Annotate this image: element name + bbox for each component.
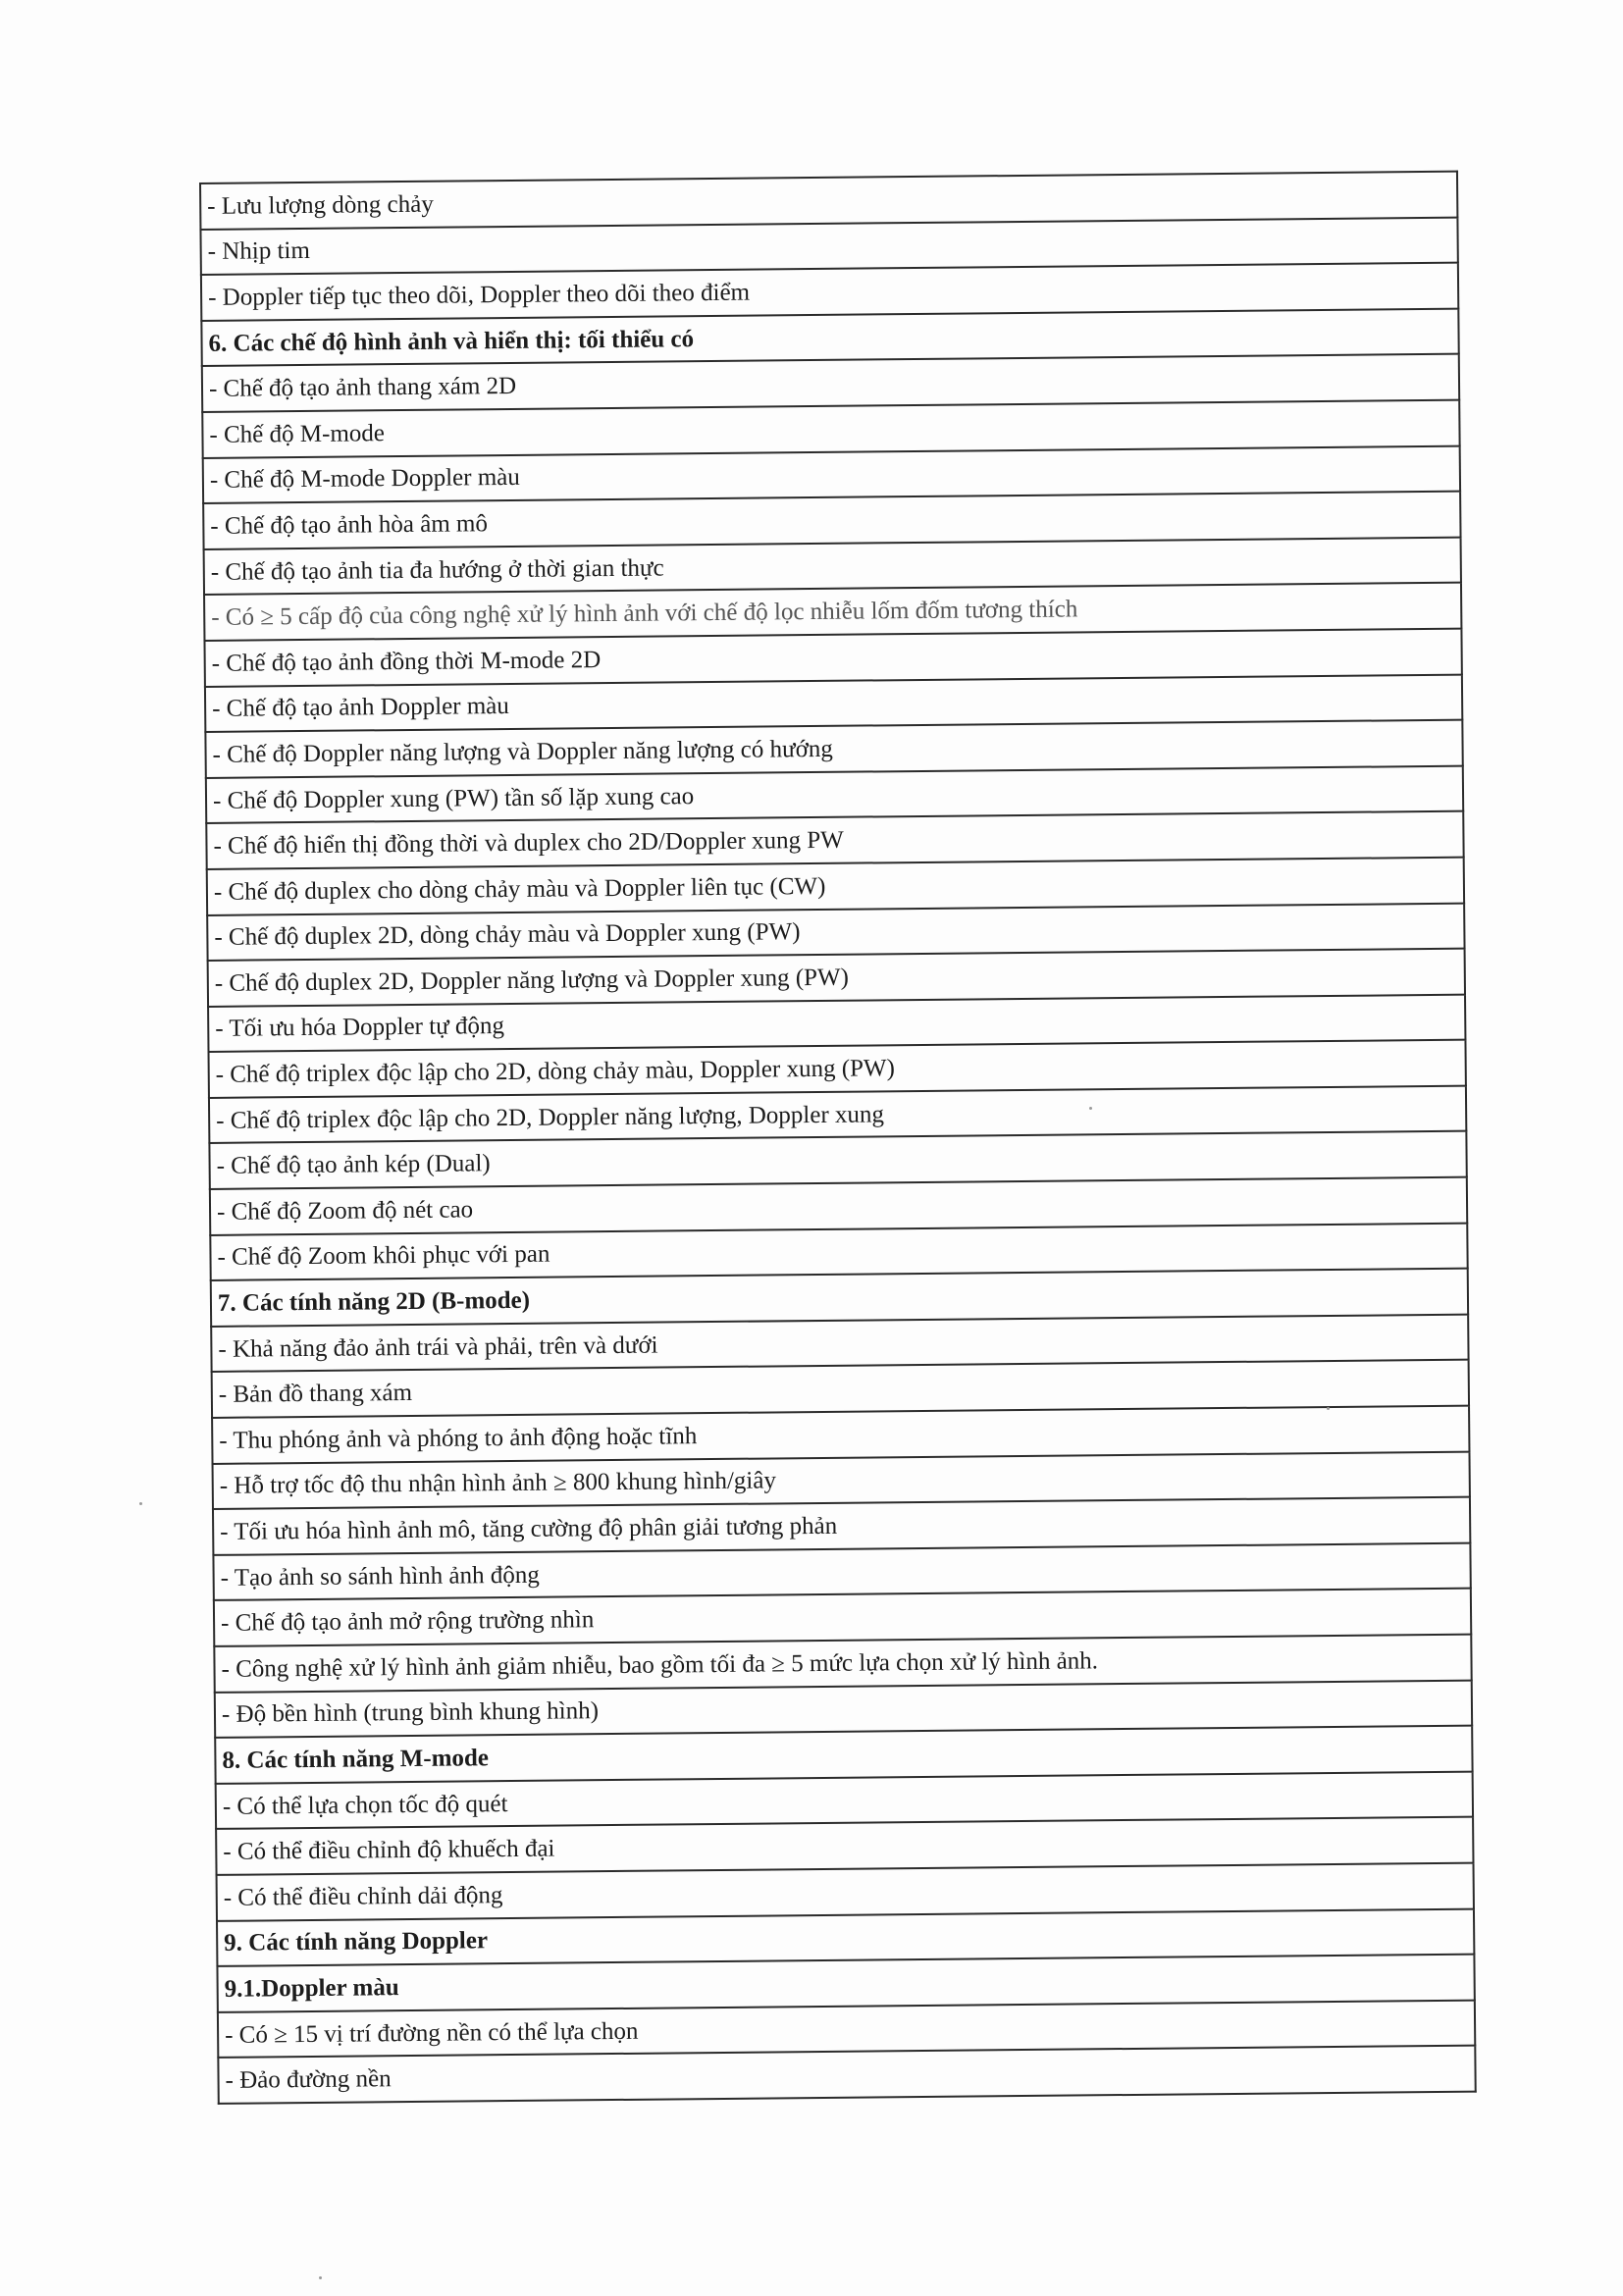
spec-item-text: - Hỗ trợ tốc độ thu nhận hình ảnh ≥ 800 khung hình/giây [213, 1451, 1470, 1509]
spec-item-text: - Chế độ tạo ảnh hòa âm mô [203, 492, 1460, 549]
spec-item-text: - Chế độ tạo ảnh đồng thời M-mode 2D [204, 629, 1461, 687]
spec-item-text: - Bản đồ thang xám [212, 1360, 1469, 1418]
spec-item-text: - Chế độ M-mode Doppler màu [203, 445, 1460, 503]
spec-item-text: - Chế độ Doppler năng lượng và Doppler năng lượng có hướng [205, 720, 1462, 778]
spec-item-text: - Có ≥ 5 cấp độ của công nghệ xử lý hình ảnh với chế độ lọc nhiễu lốm đốm tương thích [204, 583, 1461, 641]
spec-item-text: - Lưu lượng dòng chảy [200, 172, 1457, 230]
spec-item-text: - Chế độ Zoom khôi phục với pan [210, 1223, 1467, 1280]
section-heading: 8. Các tính năng M-mode [215, 1726, 1472, 1784]
scan-speck [1089, 1107, 1092, 1110]
section-heading: 9. Các tính năng Doppler [217, 1908, 1474, 1966]
spec-item-text: - Chế độ triplex độc lập cho 2D, dòng chảy màu, Doppler xung (PW) [209, 1040, 1466, 1098]
spec-item-text: - Chế độ duplex 2D, Doppler năng lượng và Doppler xung (PW) [208, 949, 1465, 1007]
specification-table [199, 171, 1477, 2105]
spec-item-text: - Chế độ tạo ảnh kép (Dual) [209, 1131, 1466, 1189]
spec-item-text: - Chế độ Zoom độ nét cao [210, 1177, 1467, 1235]
spec-item-text: - Có thể điều chỉnh dải động [217, 1863, 1474, 1921]
specification-table-body [200, 172, 1476, 2104]
spec-item-text: - Chế độ duplex 2D, dòng chảy màu và Doppler xung (PW) [207, 903, 1464, 961]
section-heading: 9.1.Doppler màu [217, 1955, 1474, 2012]
spec-item-text: - Chế độ tạo ảnh tia đa hướng ở thời gian thực [204, 537, 1461, 595]
spec-item-text: - Đảo đường nền [218, 2046, 1475, 2104]
spec-item-text: - Doppler tiếp tục theo dõi, Doppler theo dõi theo điểm [201, 263, 1458, 321]
spec-item-text: - Thu phóng ảnh và phóng to ảnh động hoặc tĩnh [212, 1406, 1469, 1464]
spec-item-text: - Chế độ hiển thị đồng thời và duplex cho 2D/Doppler xung PW [206, 811, 1463, 869]
spec-item-text: - Độ bền hình (trung bình khung hình) [215, 1680, 1472, 1738]
spec-item-text: - Chế độ tạo ảnh thang xám 2D [202, 354, 1459, 412]
spec-item-text: - Nhịp tim [200, 217, 1457, 275]
section-heading: 7. Các tính năng 2D (B-mode) [211, 1269, 1468, 1327]
spec-item-text: - Chế độ Doppler xung (PW) tần số lặp xung cao [206, 765, 1463, 823]
spec-item-text: - Tối ưu hóa hình ảnh mô, tăng cường độ phân giải tương phản [213, 1497, 1470, 1555]
spec-item-text: - Tạo ảnh so sánh hình ảnh động [213, 1542, 1470, 1600]
spec-item-text: - Tối ưu hóa Doppler tự động [208, 994, 1465, 1052]
section-heading: 6. Các chế độ hình ảnh và hiển thị: tối thiểu có [201, 308, 1458, 366]
spec-item-text: - Có thể điều chỉnh độ khuếch đại [216, 1817, 1473, 1875]
spec-item-text: - Có ≥ 15 vị trí đường nền có thể lựa chọn [218, 2000, 1475, 2058]
spec-item-text: - Khả năng đảo ảnh trái và phải, trên và dưới [211, 1314, 1468, 1372]
scan-speck [319, 2276, 322, 2279]
spec-item-text: - Chế độ M-mode [202, 400, 1459, 458]
spec-item-text: - Chế độ tạo ảnh Doppler màu [205, 674, 1462, 732]
scan-speck [139, 1502, 142, 1505]
spec-item-text: - Có thể lựa chọn tốc độ quét [216, 1771, 1473, 1829]
spec-item-text: - Chế độ duplex cho dòng chảy màu và Doppler liên tục (CW) [207, 858, 1464, 915]
spec-item-text: - Công nghệ xử lý hình ảnh giảm nhiễu, bao gồm tối đa ≥ 5 mức lựa chọn xử lý hình ảnh. [214, 1635, 1471, 1693]
scan-speck [1327, 1407, 1330, 1410]
spec-item-text: - Chế độ tạo ảnh mở rộng trường nhìn [214, 1589, 1471, 1646]
spec-item-text: - Chế độ triplex độc lập cho 2D, Doppler năng lượng, Doppler xung [209, 1086, 1466, 1144]
